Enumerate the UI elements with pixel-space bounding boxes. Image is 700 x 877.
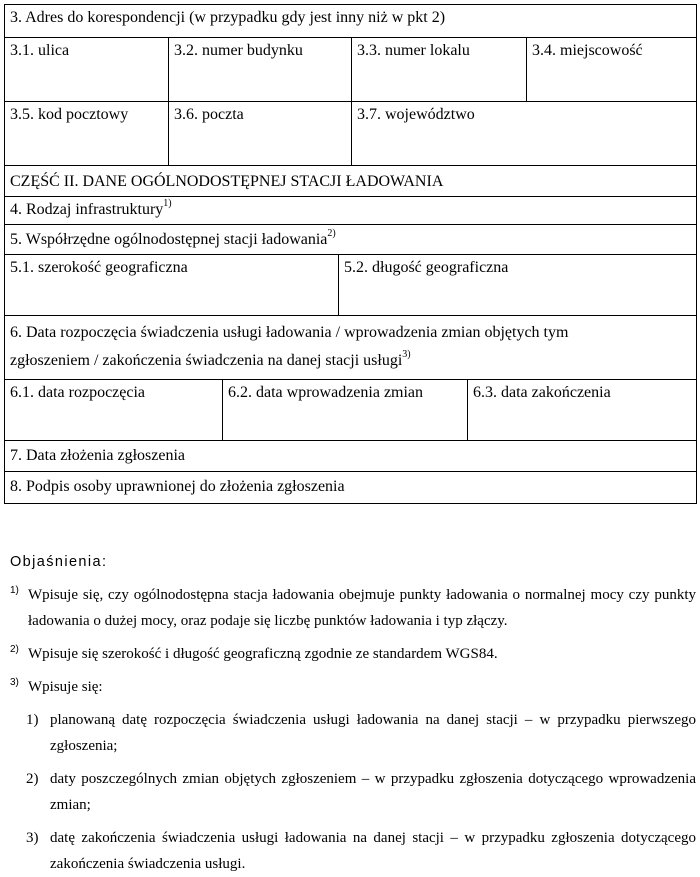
longitude-field[interactable]: 5.2. długość geograficzna	[338, 255, 696, 315]
row-address-details	[4, 38, 697, 102]
row-dates-heading	[4, 316, 697, 380]
footnote-3-item-2	[10, 766, 696, 818]
footnote-ref-3: 3)	[402, 348, 411, 360]
row-address	[4, 4, 697, 38]
dates-heading	[5, 316, 696, 379]
item-1-number: 1)	[26, 712, 39, 728]
address-header: 3. Adres do korespondencji (w przypadku gdy jest inny niż w pkt 2)	[10, 9, 446, 26]
submission-date-field[interactable]: 7. Data złożenia zgłoszenia	[10, 447, 186, 464]
infrastructure-type-label: 4. Rodzaj infrastruktury	[10, 201, 164, 218]
item-2-number: 2)	[26, 771, 39, 787]
street-field[interactable]: 3.1. ulica	[10, 42, 70, 59]
start-date-field[interactable]: 6.1. data rozpoczęcia	[10, 384, 146, 401]
footnote-1-text: Wpisuje się, czy ogólnodostępna stacja ładowania obejmuje punkty ładowania o normalnej mocy czy punkty ładowania o dużej mocy, oraz podaje się liczbę punktów ładowania i typ złączy.	[28, 587, 696, 629]
change-date-field[interactable]: 6.2. data wprowadzenia zmian	[222, 380, 467, 440]
row-part2	[4, 166, 697, 197]
explanations-title: Objaśnienia:	[10, 554, 108, 570]
row-latlon	[4, 255, 697, 316]
dates-heading-line2: zgłoszeniem / zakończenia świadczenia na danej stacji usługi$^{3)}$	[10, 348, 411, 369]
footnote-3-item-3	[10, 825, 696, 877]
coordinates-label: 5. Współrzędne ogólnodostępnej stacji ładowania	[10, 231, 328, 248]
footnote-3	[10, 674, 696, 700]
footnote-ref-2: 2)	[327, 227, 336, 239]
dates-heading-line1: 6. Data rozpoczęcia świadczenia usługi ładowania / wprowadzenia zmian objętych tym	[10, 324, 569, 341]
footnote-3-mark: 3)	[10, 677, 19, 688]
row-infrastructure	[4, 197, 697, 225]
row-submission-date	[4, 441, 697, 472]
infrastructure-type-field[interactable]	[5, 197, 696, 224]
footnote-2	[10, 641, 696, 667]
footnote-3-text: Wpisuje się:	[28, 679, 103, 695]
voivodeship-field[interactable]: 3.7. województwo	[351, 102, 696, 165]
item-3-text: datę zakończenia świadczenia usługi ładowania na danej stacji – w przypadku zgłoszenia dotyczącego zakończenia świadczenia usługi.	[50, 830, 696, 872]
row-postal	[4, 102, 697, 166]
post-office-field[interactable]: 3.6. poczta	[168, 102, 351, 165]
end-date-field[interactable]: 6.3. data zakończenia	[467, 380, 696, 440]
footnote-ref-1: 1)	[163, 197, 172, 209]
item-1-text: planowaną datę rozpoczęcia świadczenia usługi ładowania na danej stacji – w przypadku pierwszego zgłoszenia;	[50, 712, 696, 754]
latitude-field[interactable]: 5.1. szerokość geograficzna	[10, 259, 188, 276]
footnote-1	[10, 582, 696, 634]
row-coordinates	[4, 225, 697, 255]
footnote-2-text: Wpisuje się szerokość i długość geograficzną zgodnie ze standardem WGS84.	[28, 646, 498, 662]
item-3-number: 3)	[26, 830, 39, 846]
coordinates-heading	[5, 225, 696, 254]
correspondence-form-table	[4, 4, 697, 504]
part2-heading: CZĘŚĆ II. DANE OGÓLNODOSTĘPNEJ STACJI ŁADOWANIA	[10, 173, 444, 190]
footnote-2-mark: 2)	[10, 644, 19, 655]
row-signature	[4, 472, 697, 504]
item-2-text: daty poszczególnych zmian objętych zgłoszeniem – w przypadku zgłoszenia dotyczącego wprowadzenia zmian;	[50, 771, 696, 813]
explanations-section	[10, 553, 696, 877]
row-dates	[4, 380, 697, 441]
postal-code-field[interactable]: 3.5. kod pocztowy	[10, 106, 129, 123]
footnote-3-item-1	[10, 707, 696, 759]
building-number-field[interactable]: 3.2. numer budynku	[168, 38, 351, 101]
footnote-1-mark: 1)	[10, 585, 19, 596]
apartment-number-field[interactable]: 3.3. numer lokalu	[351, 38, 526, 101]
city-field[interactable]: 3.4. miejscowość	[526, 38, 696, 101]
signature-field[interactable]: 8. Podpis osoby uprawnionej do złożenia zgłoszenia	[10, 478, 345, 495]
